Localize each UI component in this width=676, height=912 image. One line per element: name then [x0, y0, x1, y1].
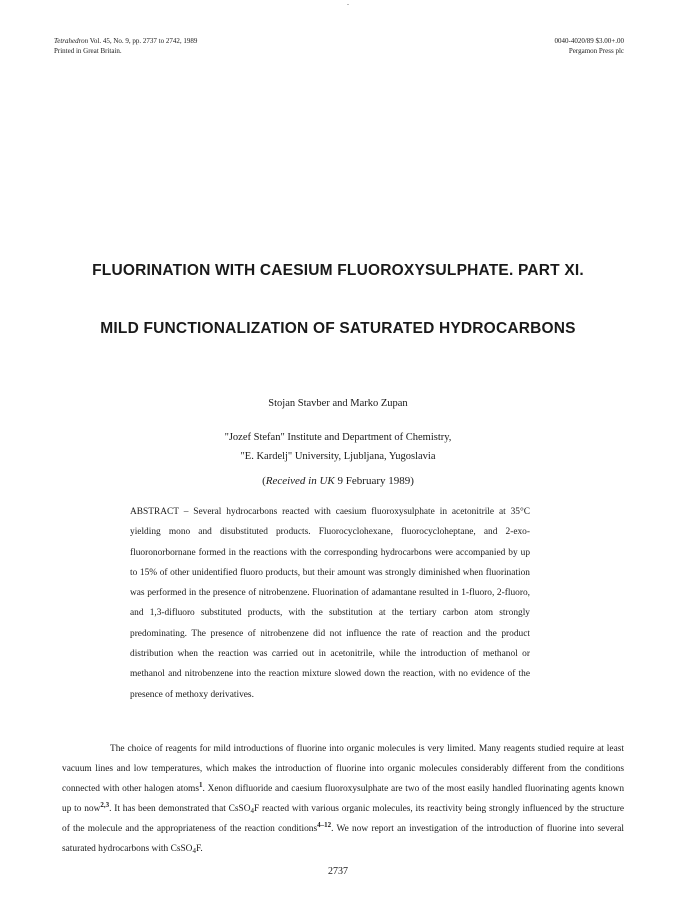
subscript-1: 4 — [250, 807, 255, 815]
body-text-6: F. — [195, 844, 203, 854]
scan-speck — [347, 4, 349, 5]
printed-in: Printed in Great Britain. — [54, 47, 122, 55]
body-text-4: F reacted with various organic molecules, its reactivity being strongly influenced by the structure of the molecule and the appropriateness of the reaction conditions — [62, 804, 625, 834]
body-text-5: . We now report an investigation of the introduction of fluorine into several saturated hydrocarbons with CsSO — [62, 824, 624, 854]
subscript-2: 4 — [192, 847, 196, 855]
page-number: 2737 — [328, 866, 348, 877]
affiliation-line2: "E. Kardelj" University, Ljubljana, Yugoslavia — [240, 451, 436, 462]
ref-2: 2,3 — [100, 801, 110, 809]
body-text-2: . Xenon difluoride and caesium fluoroxysulphate are two of the most easily handled fluorinating agents known up to now — [62, 784, 625, 814]
ref-1: 1 — [198, 781, 203, 789]
authors: Stojan Stavber and Marko Zupan — [268, 398, 408, 409]
received-label: Received in UK — [265, 475, 335, 487]
citation-details: Vol. 45, No. 9, pp. 2737 to 2742, 1989 — [88, 37, 198, 45]
paper-title-line1: FLUORINATION WITH CAESIUM FLUOROXYSULPHATE. PART XI. — [92, 262, 584, 279]
affiliation-line1: "Jozef Stefan" Institute and Department of Chemistry, — [224, 432, 452, 443]
body-text-1: The choice of reagents for mild introductions of fluorine into organic molecules is very limited. Many reagents studied require at least vacuum lines and low temperatures, which makes the introduction of fluorine into organic molecules considerably different from the conditions connected with other halogen atoms — [62, 744, 624, 794]
abstract: ABSTRACT – Several hydrocarbons reacted with caesium fluoroxysulphate in acetonitrile at 35°C yielding mono and disubstituted products. Fluorocyclohexane, fluorocycloheptane, and 2-exo-fluoronorbornane formed in the reactions with the corresponding hydrocarbons were accompanied by up to 15% of other unidentified fluoro products, but their amount was strongly diminished when fluorination was performed in the presence of nitrobenzene. Fluorination of adamantane resulted in 1-fluoro, 2-fluoro, and 1,3-difluoro substituted products, with the substitution at the tertiary carbon atom strongly predominating. The presence of nitrobenzene did not influence the rate of reaction and the product distribution when the reaction was carried out in acetonitrile, while the introduction of methanol or methanol and nitrobenzene into the reaction mixture slowed down the reaction, with no evidence of the presence of methoxy derivatives. — [130, 507, 530, 700]
journal-header-left — [54, 36, 197, 56]
received-open: ( — [262, 475, 266, 487]
intro-paragraph — [62, 739, 624, 859]
received-day: 9 February 1989) — [334, 475, 414, 487]
citation-line — [54, 36, 197, 46]
received-date — [0, 475, 676, 487]
body-text-3: . It has been demonstrated that CsSO — [109, 804, 251, 814]
issn-price: 0040-4020/89 $3.00+.00 — [554, 37, 624, 45]
ref-3: 4–12 — [317, 821, 332, 829]
paper-title-line2: MILD FUNCTIONALIZATION OF SATURATED HYDROCARBONS — [100, 320, 576, 337]
journal-name: Tetrahedron — [54, 37, 89, 45]
journal-header-right — [555, 36, 624, 56]
publisher: Pergamon Press plc — [568, 47, 624, 55]
